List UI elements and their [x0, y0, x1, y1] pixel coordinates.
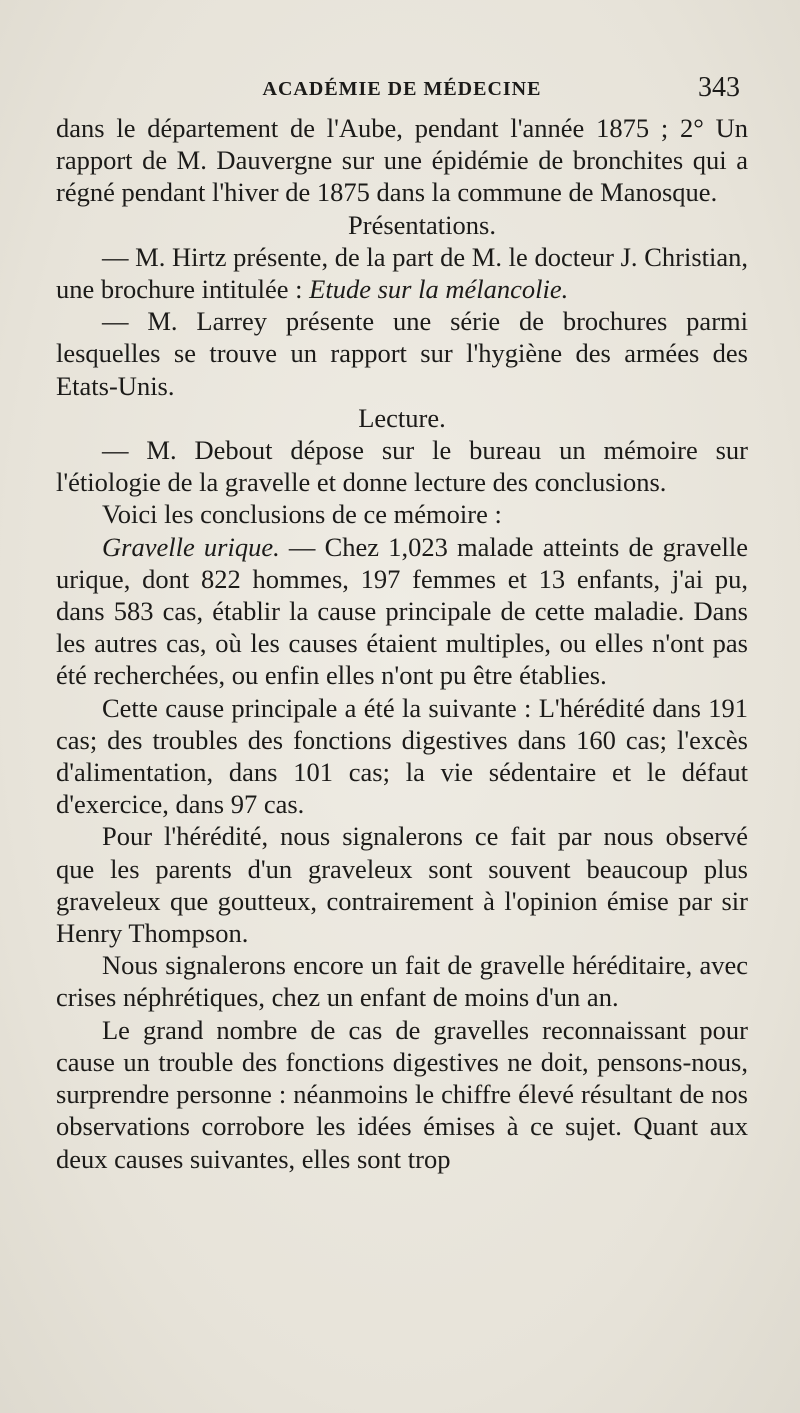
- paragraph-hirtz-text: — M. Hirtz présente, de la part de M. le docteur J. Christian, une brochure intitulée :: [56, 241, 748, 305]
- running-title: ACADÉMIE DE MÉDECINE: [262, 78, 542, 100]
- paragraph-hirtz: [56, 241, 748, 305]
- page-number: 343: [698, 72, 740, 103]
- paragraph-debout: — M. Debout dépose sur le bureau un mémoire sur l'étiologie de la gravelle et donne lecture des conclusions.: [56, 435, 748, 498]
- paragraph-gravelle-urique: [56, 531, 748, 692]
- brochure-title: Etude sur la mélancolie.: [309, 274, 569, 305]
- section-heading-lecture: Lecture.: [358, 402, 446, 433]
- paragraph-heredite: Pour l'hérédité, nous signalerons ce fait par nous observé que les parents d'un graveleux sont souvent beaucoup plus graveleux que goutteux, contrairement à l'opinion émise par sir Henry Thompson.: [56, 821, 748, 949]
- paragraph-fonctions-digestives: Le grand nombre de cas de gravelles reconnaissant pour cause un trouble des fonctions digestives ne doit, pensons-nous, surprendre personne : néanmoins le chiffre élevé résultant de nos observations corrobore les idées émises à ce sujet. Quant aux deux causes suivantes, elles sont trop: [56, 1014, 748, 1174]
- gravelle-urique-text: — Chez 1,023 malade atteints de gravelle urique, dont 822 hommes, 197 femmes et 13 enfants, j'ai pu, dans 583 cas, établir la cause principale de cette maladie. Dans les autres cas, où les causes étaient multiples, ou elles n'ont pas été recherchées, ou enfin elles n'ont pu être établies.: [56, 531, 748, 691]
- paragraph-cause-principale: Cette cause principale a été la suivante : L'hérédité dans 191 cas; des troubles des fonctions digestives dans 160 cas; l'excès d'alimentation, dans 101 cas; la vie sédentaire et le défaut d'exercice, dans 97 cas.: [56, 692, 748, 820]
- paragraph-conclusions-intro: Voici les conclusions de ce mémoire :: [102, 499, 502, 530]
- paragraph-continuation: dans le département de l'Aube, pendant l'année 1875 ; 2° Un rapport de M. Dauvergne sur une épidémie de bronchites qui a régné pendant l'hiver de 1875 dans la commune de Manosque.: [56, 113, 748, 208]
- paragraph-larrey: — M. Larrey présente une série de brochures parmi lesquelles se trouve un rapport sur l'hygiène des armées des Etats-Unis.: [56, 306, 748, 401]
- paragraph-gravelle-hereditaire: Nous signalerons encore un fait de gravelle héréditaire, avec crises néphrétiques, chez un enfant de moins d'un an.: [56, 950, 748, 1013]
- body-text: [56, 112, 748, 1175]
- running-head: [56, 74, 748, 108]
- gravelle-urique-label: Gravelle urique.: [102, 531, 280, 562]
- section-heading-presentations: Présentations.: [348, 209, 496, 240]
